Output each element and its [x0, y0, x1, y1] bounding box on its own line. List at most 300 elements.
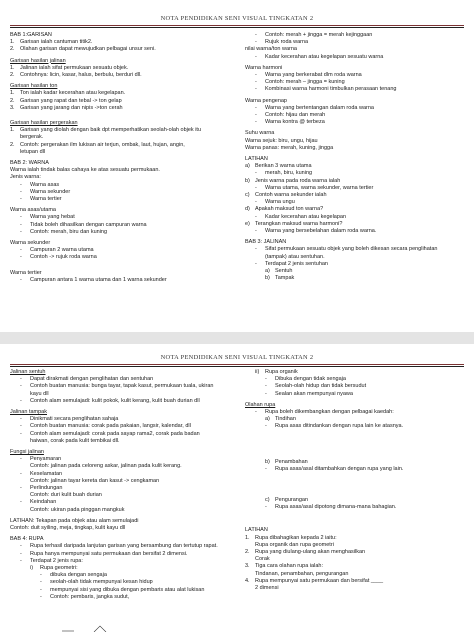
line-text: Rupa asas/asal ditambahkan dengan rupa yang lain. — [275, 465, 404, 472]
line-text: BAB 2: WARNA — [10, 160, 49, 167]
text-line — [10, 182, 235, 189]
line-text: Jenis warna pada roda warna ialah — [255, 177, 341, 184]
text-line — [10, 492, 235, 499]
text-line — [10, 587, 235, 594]
list-marker: - — [255, 213, 257, 220]
text-line — [10, 277, 235, 284]
list-marker: - — [255, 86, 257, 93]
triangle-shape — [94, 626, 106, 632]
section-heading — [245, 402, 467, 409]
text-line — [245, 585, 467, 592]
list-marker: - — [255, 104, 257, 111]
list-marker: - — [20, 397, 22, 404]
text-line — [10, 525, 235, 532]
page-title: NOTA PENDIDIKAN SENI VISUAL TINGKATAN 2 — [160, 15, 314, 22]
line-text: Contoh: pembaris, jangka sudut, — [50, 593, 130, 600]
line-text: Rupa organik dan rupa geometri — [255, 541, 334, 548]
list-marker: - — [20, 196, 22, 203]
list-marker: a) — [265, 268, 270, 275]
text-line — [245, 497, 467, 504]
line-text: Jalinan ialah sifat permukaan sesuatu objek. — [20, 64, 129, 71]
line-text: Warna tertier — [30, 196, 62, 203]
text-line — [10, 438, 235, 445]
list-marker: - — [20, 188, 22, 195]
text-line — [10, 507, 235, 514]
line-text: Rupa organik — [265, 369, 298, 375]
text-line — [10, 416, 235, 423]
line-text: Terdapat 2 jenis sentuhan — [265, 260, 328, 267]
text-line — [245, 563, 467, 570]
line-text: Garisan yang diolah dengan baik dpt memperhatikan seolah-olah objek itu — [20, 127, 202, 134]
list-marker: - — [20, 430, 22, 437]
text-line — [245, 206, 467, 213]
list-marker: - — [20, 376, 22, 383]
list-marker: 3. — [245, 563, 250, 570]
list-marker: 1. — [10, 39, 15, 46]
text-line — [245, 423, 467, 430]
list-marker: 1. — [10, 127, 15, 134]
line-text: Warna yang bersebelahan dalam roda warna. — [265, 228, 377, 235]
line-text: Tindihan — [275, 416, 296, 423]
line-text: Jenis warna: — [10, 174, 41, 181]
line-text: Warna ialah tindak balas cahaya ke atas sesuatu permukaan. — [10, 167, 160, 174]
line-text: Garisan yang rapat dan tebal -> ton gelap — [20, 97, 122, 104]
list-marker: - — [255, 170, 257, 177]
list-marker: 2. — [245, 549, 250, 556]
line-text: Sifat permukaan sesuatu objek yang boleh dikesan secara penglihatan — [265, 246, 438, 253]
text-line — [10, 565, 235, 572]
line-text: Rupa mempunyai satu permukaan dan bersifat ____ — [255, 577, 384, 584]
text-line — [10, 551, 235, 558]
list-marker: - — [20, 550, 22, 557]
line-text: Contoh warna sekunder ialah — [255, 192, 327, 199]
section-heading — [10, 58, 235, 65]
line-text: Terangkan maksud warna harmoni? — [255, 220, 343, 227]
text-line — [245, 459, 467, 466]
text-line — [10, 398, 235, 405]
list-marker: - — [40, 586, 42, 593]
geometric-shapes-figure — [60, 625, 120, 632]
section-heading — [10, 160, 235, 167]
line-text: Penambahan — [275, 458, 308, 465]
list-marker: 2. — [10, 72, 15, 79]
text-line — [10, 579, 235, 586]
line-text: Garisan hasilan ton — [10, 83, 58, 90]
text-line — [10, 149, 235, 156]
text-line — [245, 98, 467, 105]
right-column — [245, 369, 467, 592]
text-line — [10, 189, 235, 196]
text-line — [245, 39, 467, 46]
text-line — [10, 270, 235, 277]
text-line — [10, 207, 235, 214]
line-text: Garisan hasilan jalinan — [10, 57, 66, 64]
line-text: Campuran 2 warna utama — [30, 247, 94, 254]
line-text: Seolah-olah hidup dan tidak bersudut — [275, 383, 367, 390]
text-line — [10, 376, 235, 383]
text-line — [245, 416, 467, 423]
line-text: Warna ungu — [265, 199, 295, 206]
list-marker: - — [255, 79, 257, 86]
text-line — [10, 518, 235, 525]
header-rule-red — [10, 364, 464, 365]
line-text: Dibuka dengan tidak sengaja — [275, 376, 346, 383]
text-line — [10, 105, 235, 112]
text-line — [245, 254, 467, 261]
line-text: BAB 3: JALINAN — [245, 239, 287, 246]
text-line — [245, 178, 467, 185]
text-line — [10, 90, 235, 97]
list-marker: a) — [265, 416, 270, 423]
list-marker: - — [265, 465, 267, 472]
line-text: Warna pengenap — [245, 97, 287, 104]
line-text: Dapat dirakmati dengan penglihatan dan sentuhan — [30, 376, 154, 383]
text-line — [245, 527, 467, 534]
text-line — [10, 423, 235, 430]
text-line — [245, 549, 467, 556]
text-line — [10, 391, 235, 398]
section-heading — [10, 32, 235, 39]
line-text: dibuka dengan sengaja — [50, 572, 107, 579]
line-text: Garisan ialah cantuman titik2. — [20, 39, 93, 46]
list-marker: - — [255, 260, 257, 267]
list-marker: b) — [265, 458, 270, 465]
line-text: Fungsi jalinan — [10, 449, 44, 456]
line-text: Corak — [255, 556, 270, 563]
text-line — [10, 72, 235, 79]
text-line — [10, 456, 235, 463]
text-line — [245, 466, 467, 473]
list-marker: - — [255, 199, 257, 206]
text-line — [245, 214, 467, 221]
text-line — [245, 221, 467, 228]
text-line — [245, 542, 467, 549]
header-rule-red — [10, 25, 464, 26]
line-text: Suhu warna — [245, 130, 275, 137]
line-text: Rupa asas ditindankan dengan rupa lain ke atasnya. — [275, 423, 404, 430]
text-line — [10, 572, 235, 579]
text-line — [245, 409, 467, 416]
line-text: Contoh alam semulajadi: corak pada sayap rama2, corak pada badan — [30, 430, 200, 437]
text-line — [245, 268, 467, 275]
line-text: Tampak — [275, 275, 295, 282]
line-text: (tampak) atau sentuhan. — [265, 253, 325, 260]
list-marker: - — [265, 504, 267, 511]
text-line — [10, 142, 235, 149]
text-line — [10, 471, 235, 478]
line-text: 2 dimensi — [255, 585, 279, 592]
text-line — [10, 174, 235, 181]
text-line — [10, 65, 235, 72]
section-heading — [10, 369, 235, 376]
line-text: Warna asas/utama — [10, 207, 56, 214]
text-line — [10, 127, 235, 134]
line-text: Keindahan — [30, 499, 57, 506]
text-line — [245, 46, 467, 53]
line-text: Rupa dibahagikan kepada 2 iaitu: — [255, 534, 337, 541]
line-text: Contoh: hijau dan merah — [265, 112, 326, 119]
line-text: Contoh: duit syiling, meja, tingkap, kulit kayu dll — [10, 525, 126, 532]
list-marker: - — [40, 572, 42, 579]
left-column — [10, 369, 235, 601]
text-line — [245, 32, 467, 39]
list-marker: - — [255, 72, 257, 79]
list-marker: - — [40, 579, 42, 586]
list-marker: - — [255, 112, 257, 119]
text-line — [245, 119, 467, 126]
line-text: Warna sejuk: biru, ungu, hijau — [245, 137, 318, 144]
line-text: LATIHAN — [245, 527, 268, 534]
text-line — [245, 86, 467, 93]
page-title: NOTA PENDIDIKAN SENI VISUAL TINGKATAN 2 — [160, 354, 314, 361]
text-line — [10, 222, 235, 229]
list-marker: a) — [245, 163, 250, 170]
list-marker: - — [20, 557, 22, 564]
text-line — [245, 261, 467, 268]
line-text: Campuran antara 1 warna utama dan 1 warna sekunder — [30, 276, 167, 283]
text-line — [245, 556, 467, 563]
list-marker: - — [20, 470, 22, 477]
line-text: Warna yang bertentangan dalam roda warna — [265, 104, 374, 111]
list-marker: b) — [245, 177, 250, 184]
list-marker: - — [20, 456, 22, 463]
list-marker: e) — [245, 220, 250, 227]
line-text: Pengurangan — [275, 497, 309, 504]
list-marker: - — [20, 276, 22, 283]
line-text: LATIHAN — [245, 156, 268, 163]
text-line — [245, 65, 467, 72]
text-line — [245, 163, 467, 170]
list-marker: - — [255, 228, 257, 235]
line-text: Contoh: duri kulit buah durian — [30, 492, 102, 499]
line-text: Rupa geometri: — [40, 565, 78, 572]
text-line — [10, 247, 235, 254]
line-text: Warna harmoni — [245, 64, 283, 71]
list-marker: - — [20, 181, 22, 188]
list-marker: c) — [245, 192, 250, 199]
document-page-2 — [0, 344, 474, 632]
list-marker: ii) — [255, 369, 260, 375]
list-marker: - — [20, 221, 22, 228]
text-line — [10, 463, 235, 470]
list-marker: - — [20, 383, 22, 390]
line-text: Rupa asas/asal dipotong dimana-mana bahagian. — [275, 504, 397, 511]
line-text: Warna panas: merah, kuning, jingga — [245, 144, 334, 151]
line-text: Contoh: merah – jingga = kuning — [265, 79, 345, 86]
line-text: Contoh: merah, biru dan kuning — [30, 228, 108, 235]
line-text: Rupa hanya mempunyai satu permukaan dan bersifat 2 dimensi. — [30, 550, 188, 557]
text-line — [245, 535, 467, 542]
text-line — [245, 376, 467, 383]
line-text: Rupa yang diulang-ulang akan menghasilkan — [255, 549, 366, 556]
line-text: Jalinan sentuh — [10, 369, 46, 375]
text-line — [10, 431, 235, 438]
list-marker: - — [20, 416, 22, 423]
text-line — [245, 54, 467, 61]
line-text: Kadar kecerahan atau kegelapan — [265, 213, 347, 220]
list-marker: - — [20, 228, 22, 235]
line-text: Tiga cara olahan rupa ialah: — [255, 563, 323, 570]
text-line — [10, 558, 235, 565]
line-text: seolah-olah tidak mempunyai kesan hidup — [50, 579, 153, 586]
text-line — [245, 504, 467, 511]
line-text: bergerak. — [20, 134, 44, 141]
list-marker: - — [20, 485, 22, 492]
line-text: Contoh: merah + jingga = merah kejinggaan — [265, 32, 373, 38]
line-text: mempunyai sisi yang dibuka dengan pembaris atau alat lukisan — [50, 586, 205, 593]
text-line — [10, 478, 235, 485]
text-line — [245, 72, 467, 79]
line-text: Contoh alam semulajadi: kulit pokok, kulit kerang, kulit buah durian dll — [30, 397, 200, 404]
list-marker: b) — [265, 275, 270, 282]
section-heading — [10, 83, 235, 90]
list-marker: - — [255, 32, 257, 38]
list-marker: - — [20, 254, 22, 261]
text-line — [10, 98, 235, 105]
line-text: Warna sekunder — [10, 240, 51, 247]
text-line — [245, 130, 467, 137]
line-text: Rupa boleh dikembangkan dengan pelbagai kaedah: — [265, 409, 394, 416]
text-line — [245, 170, 467, 177]
text-line — [10, 196, 235, 203]
line-text: Olahan garisan dapat mewujudkan pelbagai unsur seni. — [20, 46, 156, 53]
text-line — [10, 594, 235, 601]
line-text: Garisan yang jarang dan nipis ->ton cerah — [20, 104, 123, 111]
text-line — [10, 499, 235, 506]
text-line — [245, 383, 467, 390]
line-text: Rujuk roda warna — [265, 39, 309, 46]
header-rule-black — [10, 27, 464, 28]
line-text: Ton ialah kadar kecerahan atau kegelapan. — [20, 90, 126, 97]
list-marker: 3. — [10, 104, 15, 111]
line-text: Warna yang berkerabat dlm roda warna — [265, 72, 362, 79]
text-line — [245, 138, 467, 145]
line-text: BAB 4: RUPA — [10, 536, 44, 543]
list-marker: - — [255, 409, 257, 416]
line-text: Warna yang hebat — [30, 214, 75, 221]
line-text: Contoh: ukiran pada pinggan mangkuk — [30, 506, 125, 513]
list-marker: - — [255, 53, 257, 60]
line-text: Berikan 3 warna utama — [255, 163, 312, 170]
line-text: Olahan rupa — [245, 401, 276, 408]
line-text: Sentuh — [275, 268, 293, 275]
list-marker: 1. — [245, 534, 250, 541]
line-text: Perlindungan — [30, 485, 63, 492]
text-line — [245, 156, 467, 163]
text-line — [245, 185, 467, 192]
line-text: Contoh: pergerakan ilm lukisan air terjun, ombak, laut, hujan, angin, — [20, 141, 185, 148]
header-rule-black — [10, 366, 464, 367]
line-text: Garisan hasilan pergerakan — [10, 120, 78, 127]
left-column — [10, 32, 235, 284]
text-line — [245, 578, 467, 585]
list-marker: i) — [30, 565, 34, 572]
list-marker: - — [20, 214, 22, 221]
section-heading — [10, 449, 235, 456]
list-marker: - — [255, 246, 257, 253]
line-text: Contoh buatan manusia: bunga tayar, tapak kasut, permukaan tuala, ukiran — [30, 383, 214, 390]
list-marker: - — [265, 423, 267, 430]
section-heading — [10, 409, 235, 416]
line-text: Warna kontra @ terbeza — [265, 119, 325, 126]
line-text: Tidak boleh dihasilkan dengan campuran warna — [30, 221, 147, 228]
text-line — [10, 543, 235, 550]
list-marker: - — [255, 184, 257, 191]
line-text: Sealan akan mempunyai nyawa — [275, 390, 353, 397]
text-line — [10, 240, 235, 247]
text-line — [245, 105, 467, 112]
page-gap — [0, 332, 474, 344]
line-text: Contoh: jalinan pada celoreng askar, jalinan pada kulit kerang. — [30, 463, 182, 470]
line-text: Contoh buatan manusia: corak pada pakaian, langsir, kalendar, dll — [30, 423, 191, 430]
text-line — [245, 571, 467, 578]
line-text: Jalinan tampak — [10, 409, 47, 416]
line-text: Penyamaran — [30, 456, 62, 463]
text-line — [10, 536, 235, 543]
text-line — [10, 46, 235, 53]
list-marker: - — [265, 376, 267, 383]
line-text: Apakah maksud ton warna? — [255, 206, 324, 213]
section-heading — [10, 120, 235, 127]
list-marker: - — [20, 543, 22, 550]
text-line — [245, 199, 467, 206]
list-marker: - — [255, 39, 257, 46]
line-text: kayu dll — [30, 390, 49, 397]
list-marker: 1. — [10, 90, 15, 97]
list-marker: - — [20, 423, 22, 430]
text-line — [245, 239, 467, 246]
line-text: Warna sekunder — [30, 188, 71, 195]
line-text: Keselamatan — [30, 470, 63, 477]
text-line — [245, 275, 467, 282]
line-text: haiwan, corak pada kulit tembikai dll. — [30, 437, 120, 444]
list-marker: d) — [245, 206, 250, 213]
line-text: Kombinasi warna harmoni timbulkan perasaan tenang — [265, 86, 397, 93]
line-text: Terdapat 2 jenis rupa: — [30, 557, 83, 564]
line-text: nilai warna/ton warna — [245, 46, 297, 53]
line-text: Tindanan, penambahan, pengurangan — [255, 570, 349, 577]
line-text: Contoh: jalinan tayar kereta dan kasut -> cengkaman — [30, 477, 160, 484]
text-line — [10, 485, 235, 492]
list-marker: 1. — [10, 64, 15, 71]
text-line — [10, 214, 235, 221]
list-marker: - — [20, 247, 22, 254]
text-line — [10, 229, 235, 236]
text-line — [10, 167, 235, 174]
list-marker: - — [265, 390, 267, 397]
list-marker: 4. — [245, 577, 250, 584]
right-column — [245, 32, 467, 283]
text-line — [245, 112, 467, 119]
list-marker: - — [40, 593, 42, 600]
text-line — [245, 228, 467, 235]
text-line — [245, 369, 467, 376]
line-text: Kadar kecerahan atau kegelapan sesuatu warna — [265, 53, 384, 60]
line-text: Contohnya: licin, kasar, halus, berbulu, berduri dll. — [20, 72, 142, 79]
list-marker: 2. — [10, 97, 15, 104]
line-text: BAB 1:GARISAN — [10, 32, 52, 38]
list-marker: - — [265, 383, 267, 390]
text-line — [245, 145, 467, 152]
text-line — [10, 383, 235, 390]
list-marker: - — [255, 119, 257, 126]
list-marker: c) — [265, 497, 270, 504]
line-text: Warna asas — [30, 181, 60, 188]
text-line — [245, 391, 467, 398]
text-line — [245, 79, 467, 86]
line-text: letupan dll — [20, 148, 46, 155]
line-text: merah, biru, kuning — [265, 170, 313, 177]
